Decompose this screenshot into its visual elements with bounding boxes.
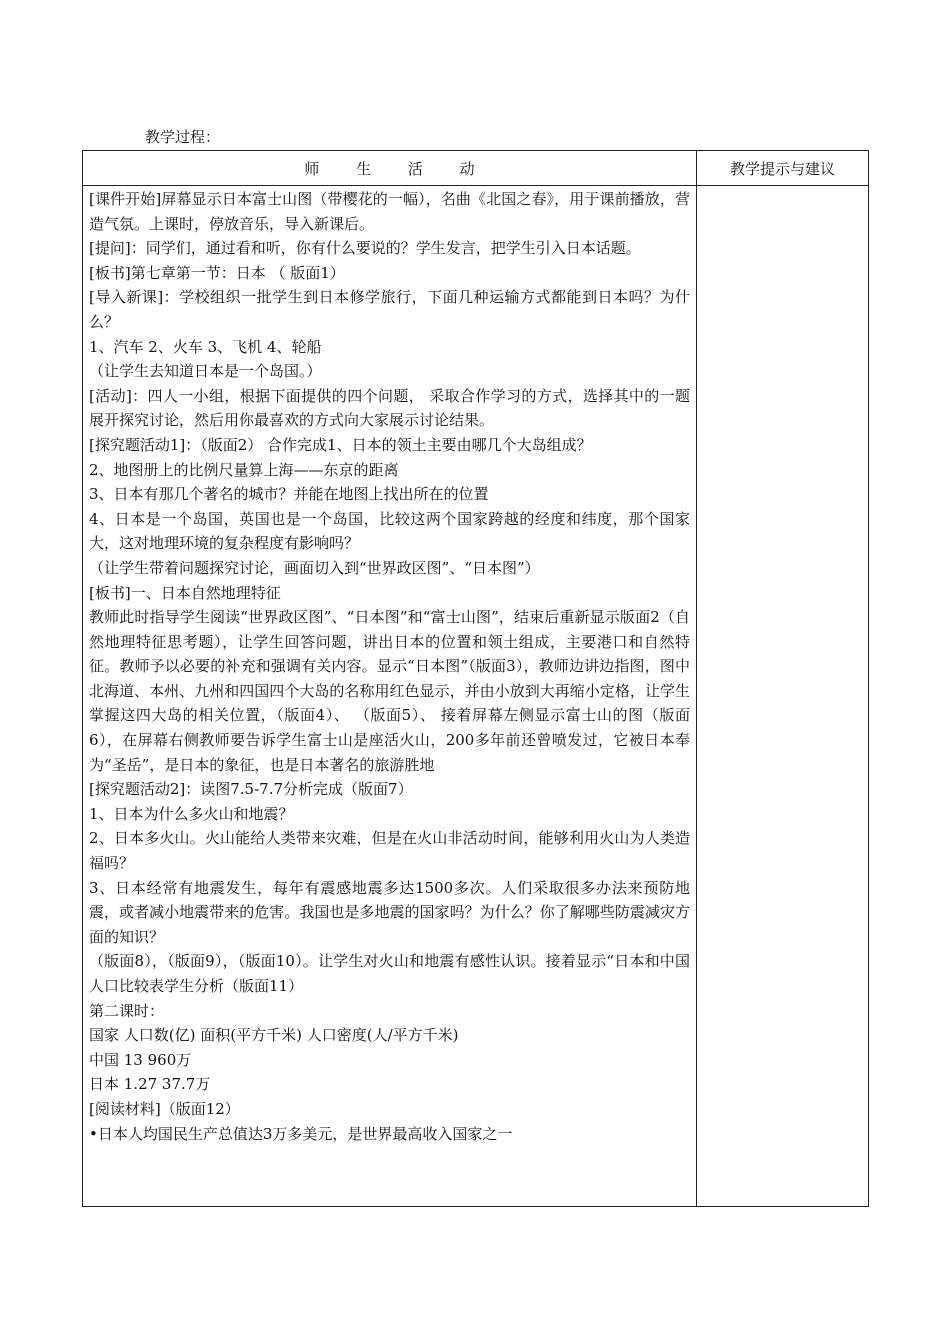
paragraph: 教师此时指导学生阅读“世界政区图”、“日本图”和“富士山图”，结束后重新显示版面2（自然地理特征思考题），让学生回答问题，讲出日本的位置和领土组成，主要港口和自然特征。教师予以必要的补充和强调有关内容。显示“日本图”（版面3），教师边讲边指图，图中北海道、本州、九州和四国四个大岛的名称用红色显示，并由小放到大再缩小定格，让学生掌握这四大岛的相关位置，（版面4）、 （版面5）、 接着屏幕左侧显示富士山的图（版面6），在屏幕右侧教师要告诉学生富士山是座活火山，200多年前还曾喷发过，它被日本奉为“圣岳”，是日本的象征，也是日本著名的旅游胜地 (89, 608, 690, 774)
section-title: 教学过程： (145, 128, 221, 146)
activity-cell (83, 186, 697, 1207)
paragraph: •日本人均国民生产总值达3万多美元，是世界最高收入国家之一 (89, 1124, 513, 1143)
tips-cell (697, 186, 869, 1207)
paragraph: 日本 1.27 37.7万 (89, 1075, 211, 1094)
paragraph: 国家 人口数(亿) 面积(平方千米) 人口密度(人/平方千米) (89, 1026, 459, 1045)
paragraph: [板书]一、日本自然地理特征 (89, 583, 281, 602)
table-body-row (83, 186, 869, 1207)
table-header-row (83, 151, 869, 186)
header-tips: 教学提示与建议 (697, 151, 869, 186)
paragraph: 1、日本为什么多火山和地震？ (89, 804, 294, 823)
paragraph: [课件开始]屏幕显示日本富士山图（带樱花的一幅），名曲《北国之春》，用于课前播放，营造气氛。上课时，停放音乐，导入新课后。 (89, 190, 690, 233)
paragraph: [活动]：四人一小组，根据下面提供的四个问题， 采取合作学习的方式，选择其中的一题展开探究讨论，然后用你最喜欢的方式向大家展示讨论结果。 (89, 386, 690, 430)
paragraph: 2、地图册上的比例尺量算上海——东京的距离 (89, 460, 399, 479)
header-activity: 师 生 活 动 (83, 151, 697, 186)
paragraph: （让学生去知道日本是一个岛国。） (89, 362, 322, 381)
paragraph: [探究题活动1]：（版面2） 合作完成1、日本的领土主要由哪几个大岛组成？ (89, 435, 592, 454)
paragraph: 3、日本有那几个著名的城市？并能在地图上找出所在的位置 (89, 485, 489, 504)
paragraph: 1、汽车 2、火车 3、飞机 4、轮船 (89, 337, 322, 356)
paragraph: （让学生带着问题探究讨论，画面切入到“世界政区图”、“日本图”） (89, 558, 540, 577)
paragraph: [探究题活动2]：读图7.5-7.7分析完成（版面7） (89, 780, 413, 799)
paragraph: 4、日本是一个岛国，英国也是一个岛国，比较这两个国家跨越的经度和纬度，那个国家大，这对地理环境的复杂程度有影响吗？ (89, 509, 690, 553)
paragraph: [提问]：同学们，通过看和听，你有什么要说的？学生发言，把学生引入日本话题。 (89, 239, 641, 258)
paragraph: （版面8），（版面9），（版面10）。让学生对火山和地震有感性认识。接着显示“日本和中国人口比较表学生分析（版面11） (89, 952, 690, 995)
paragraph: [导入新课]：学校组织一批学生到日本修学旅行，下面几种运输方式都能到日本吗？为什么？ (89, 288, 690, 331)
paragraph: 3、日本经常有地震发生，每年有震感地震多达1500多次。人们采取很多办法来预防地震，或者减小地震带来的危害。我国也是多地震的国家吗？为什么？你了解哪些防震减灾方面的知识？ (89, 878, 690, 946)
paragraph: 第二课时： (89, 1001, 165, 1020)
lesson-table (82, 150, 869, 1207)
paragraph: [板书]第七章第一节：日本 （ 版面1） (89, 263, 345, 282)
paragraph: [阅读材料]（版面12） (89, 1099, 240, 1118)
paragraph: 2、日本多火山。火山能给人类带来灾难，但是在火山非活动时间，能够利用火山为人类造福吗？ (89, 829, 690, 873)
paragraph: 中国 13 960万 (89, 1050, 192, 1069)
